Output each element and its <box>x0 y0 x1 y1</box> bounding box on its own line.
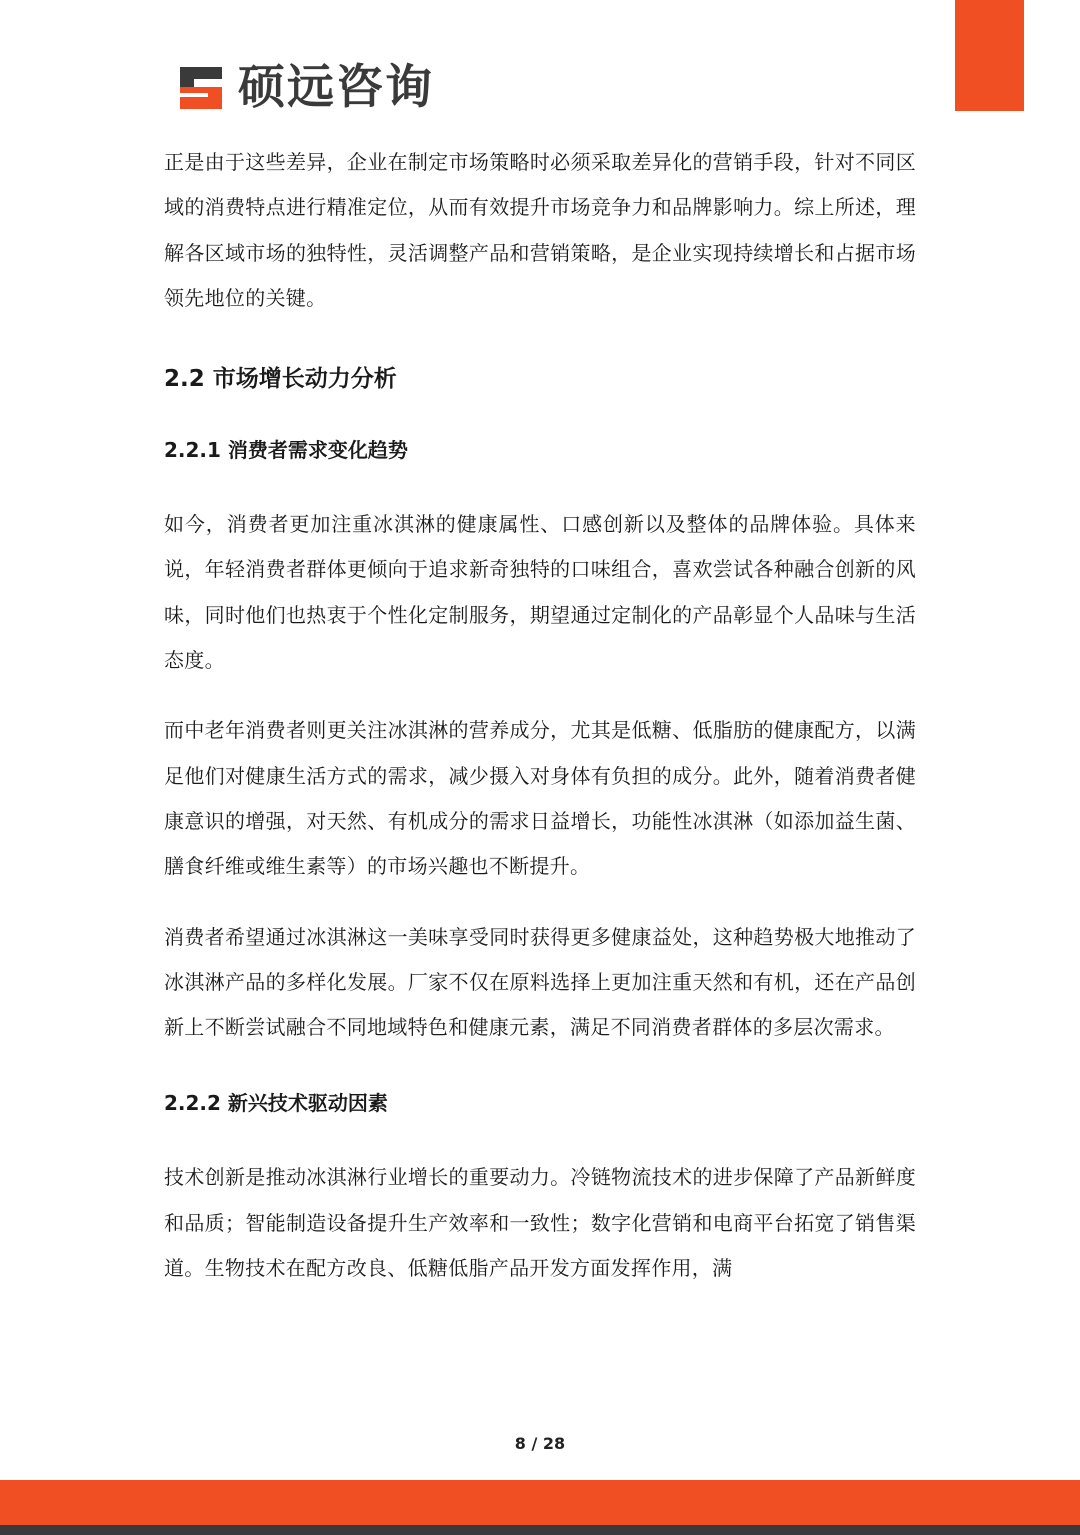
brand-logo <box>176 58 434 118</box>
footer-dark-strip <box>0 1525 1080 1535</box>
subsection-heading: 2.2.2 新兴技术驱动因素 <box>164 1091 388 1116</box>
logo-mark-icon <box>176 63 226 113</box>
footer-accent-bar <box>0 1480 1080 1525</box>
body-paragraph: 消费者希望通过冰淇淋这一美味享受同时获得更多健康益处，这种趋势极大地推动了冰淇淋产品的多样化发展。厂家不仅在原料选择上更加注重天然和有机，还在产品创新上不断尝试融合不同地域特色和健康元素，满足不同消费者群体的多层次需求。 <box>164 924 916 1040</box>
body-paragraph: 而中老年消费者则更关注冰淇淋的营养成分，尤其是低糖、低脂肪的健康配方，以满足他们对健康生活方式的需求，减少摄入对身体有负担的成分。此外，随着消费者健康意识的增强，对天然、有机成分的需求日益增长，功能性冰淇淋（如添加益生菌、膳食纤维或维生素等）的市场兴趣也不断提升。 <box>164 718 916 879</box>
corner-accent-tab <box>955 0 1024 111</box>
subsection-heading: 2.2.1 消费者需求变化趋势 <box>164 438 408 463</box>
body-paragraph: 如今，消费者更加注重冰淇淋的健康属性、口感创新以及整体的品牌体验。具体来说，年轻消费者群体更倾向于追求新奇独特的口味组合，喜欢尝试各种融合创新的风味，同时他们也热衷于个性化定制服务，期望通过定制化的产品彰显个人品味与生活态度。 <box>164 512 916 673</box>
document-body <box>164 140 916 1291</box>
section-heading: 2.2 市场增长动力分析 <box>164 366 397 393</box>
body-paragraph: 技术创新是推动冰淇淋行业增长的重要动力。冷链物流技术的进步保障了产品新鲜度和品质；智能制造设备提升生产效率和一致性；数字化营销和电商平台拓宽了销售渠道。生物技术在配方改良、低糖低脂产品开发方面发挥作用，满 <box>164 1165 916 1281</box>
brand-name: 硕远咨询 <box>238 60 434 115</box>
intro-paragraph: 正是由于这些差异，企业在制定市场策略时必须采取差异化的营销手段，针对不同区域的消费特点进行精准定位，从而有效提升市场竞争力和品牌影响力。综上所述，理解各区域市场的独特性，灵活调整产品和营销策略，是企业实现持续增长和占据市场领先地位的关键。 <box>164 150 916 310</box>
page-number: 8 / 28 <box>514 1434 566 1453</box>
